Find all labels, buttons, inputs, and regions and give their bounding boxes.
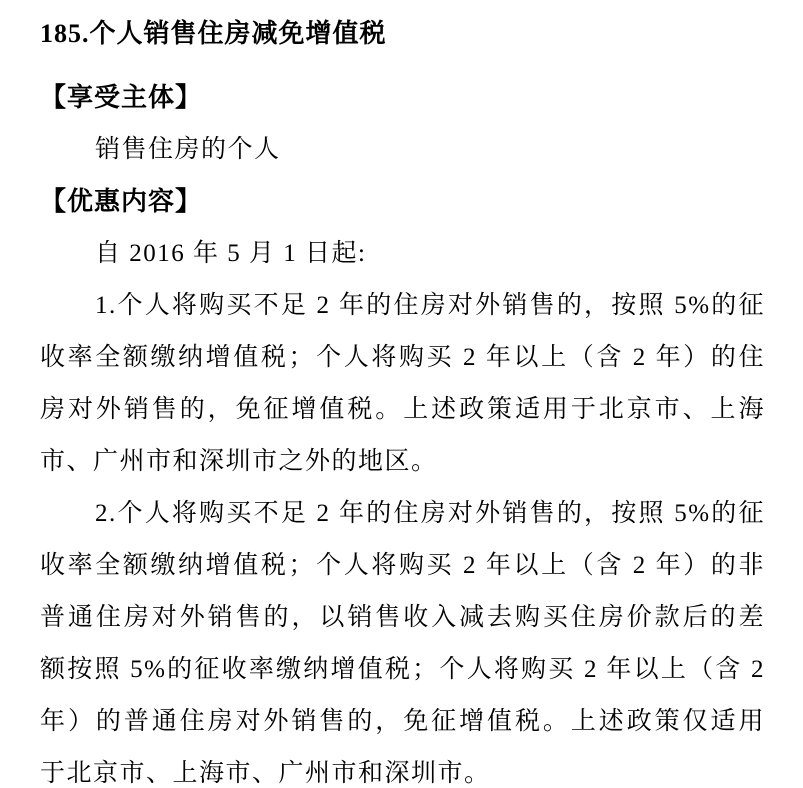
beneficiary-text-line: 销售住房的个人 (95, 136, 281, 163)
rule2-line-6: 于北京市、上海市、广州市和深圳市。 (40, 760, 491, 787)
section-header-benefit-content: 【优惠内容】 (40, 187, 203, 216)
rule1-line-4: 市、广州市和深圳市之外的地区。 (40, 448, 438, 475)
section-header-beneficiary: 【享受主体】 (40, 83, 203, 112)
rule1-line-3: 房对外销售的，免征增值税。上述政策适用于北京市、上海 (40, 396, 765, 423)
document-title: 185.个人销售住房减免增值税 (40, 19, 387, 48)
rule1-line-1: 1.个人将购买不足 2 年的住房对外销售的，按照 5%的征 (95, 292, 765, 319)
effective-date-line: 自 2016 年 5 月 1 日起: (95, 240, 367, 267)
rule2-line-5: 年）的普通住房对外销售的，免征增值税。上述政策仅适用 (40, 708, 765, 735)
rule2-line-2: 收率全额缴纳增值税；个人将购买 2 年以上（含 2 年）的非 (40, 552, 765, 579)
rule2-line-3: 普通住房对外销售的，以销售收入减去购买住房价款后的差 (40, 604, 765, 631)
rule2-line-4: 额按照 5%的征收率缴纳增值税；个人将购买 2 年以上（含 2 (40, 656, 765, 683)
rule2-line-1: 2.个人将购买不足 2 年的住房对外销售的，按照 5%的征 (95, 500, 765, 527)
rule1-line-2: 收率全额缴纳增值税；个人将购买 2 年以上（含 2 年）的住 (40, 344, 765, 371)
